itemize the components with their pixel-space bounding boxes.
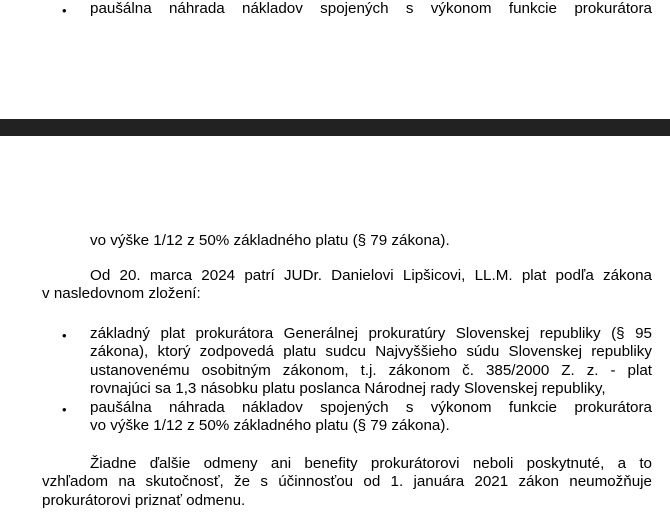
bullet-marker: • [62, 328, 67, 343]
intro-paragraph: Od 20. marca 2024 patrí JUDr. Danielovi Lipšicovi, LL.M. plat podľa zákona v nasledovnom zložení: [42, 267, 652, 303]
bullet-marker: • [62, 402, 67, 417]
continuation-line: vo výške 1/12 z 50% základného platu (§ 79 zákona). [90, 232, 450, 249]
bullet-marker: • [62, 3, 67, 18]
bullet-item-base-salary: základný plat prokurátora Generálnej prokuratúry Slovenskej republiky (§ 95 zákona), ktorý zodpovedá platu sudcu Najvyššieho súdu Slovenskej republiky ustanovenému osobitným zákonom, t.j. zákonom č. 385/2000 Z. z. - plat rovnajúci sa 1,3 násobku platu poslanca Národnej rady Slovenskej republiky, [90, 325, 652, 398]
final-paragraph: Žiadne ďalšie odmeny ani benefity prokurátorovi neboli poskytnuté, a to vzhľadom na skutočnosť, že s účinnosťou od 1. januára 2021 zákon neumožňuje prokurátorovi priznať odmenu. [42, 455, 652, 509]
top-bullet-text: paušálna náhrada nákladov spojených s výkonom funkcie prokurátora [90, 0, 652, 17]
page-break-divider [0, 119, 670, 136]
bullet-item-flat-allowance: paušálna náhrada nákladov spojených s výkonom funkcie prokurátora vo výške 1/12 z 50% základného platu (§ 79 zákona). [90, 399, 652, 435]
